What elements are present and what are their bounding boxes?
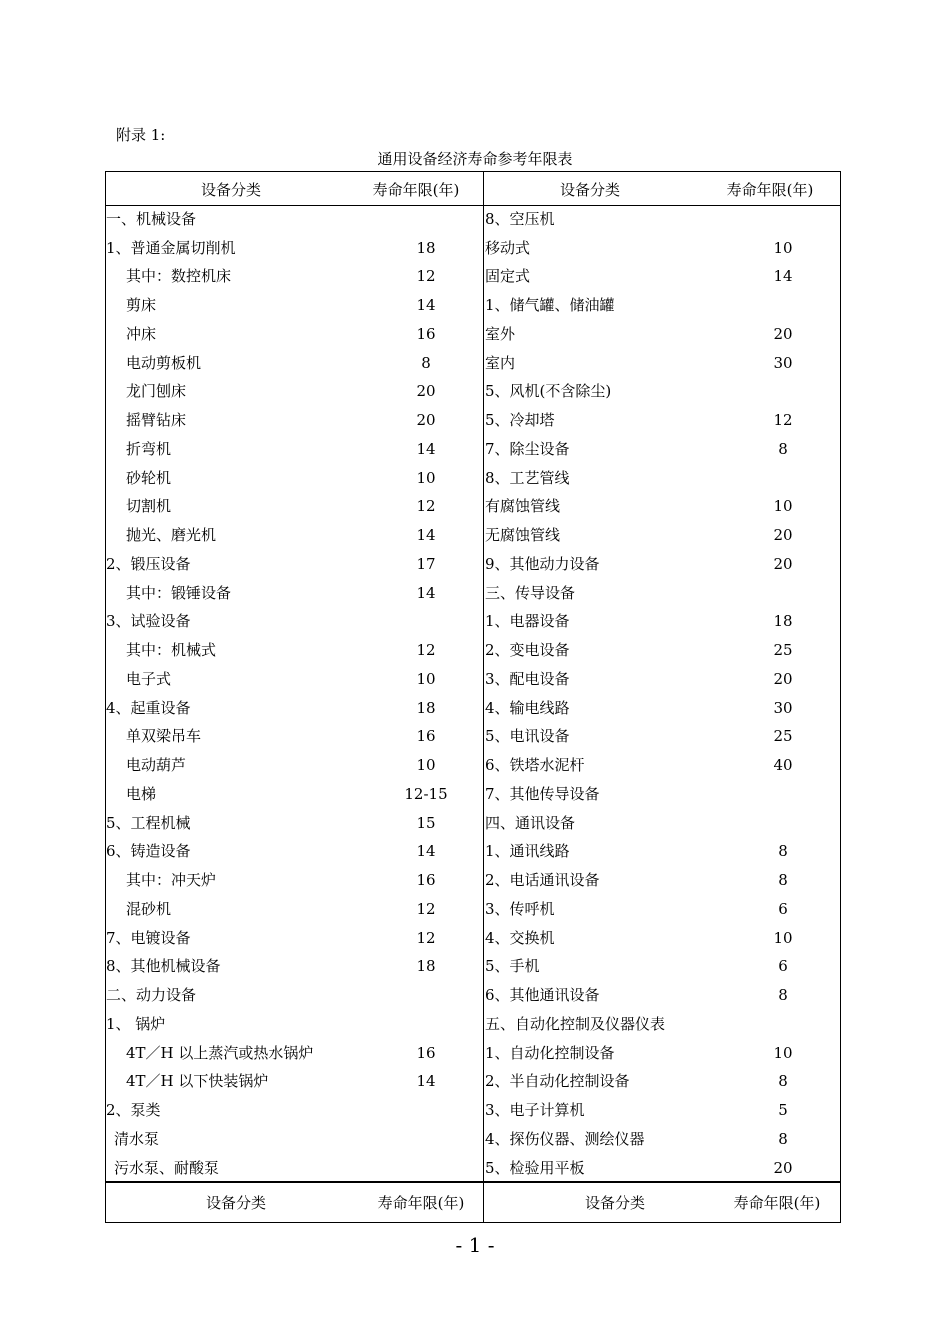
service-life-value: 6 [778, 899, 788, 918]
right-header-row [485, 176, 841, 205]
equipment-category: 一、机械设备 [106, 209, 197, 228]
table-row [485, 751, 841, 780]
table-row [485, 1096, 841, 1125]
service-life-value: 8 [421, 353, 431, 372]
service-life-value: 8 [778, 1072, 788, 1091]
service-life-value: 12 [416, 497, 436, 516]
table-row [485, 866, 841, 895]
equipment-category: 电梯 [126, 784, 157, 803]
service-life-value: 14 [416, 296, 436, 314]
right-footer-life: 寿命年限(年) [733, 1194, 821, 1212]
equipment-category: 5、检验用平板 [485, 1158, 585, 1177]
service-life-value: 30 [773, 353, 793, 372]
equipment-category: 3、传呼机 [485, 899, 555, 918]
equipment-category: 折弯机 [126, 439, 172, 458]
equipment-category: 其中：数控机床 [126, 267, 232, 286]
equipment-category: 2、半自动化控制设备 [485, 1072, 630, 1091]
service-life-value: 18 [416, 957, 436, 976]
equipment-category: 有腐蚀管线 [485, 497, 561, 516]
table-row [106, 952, 483, 981]
equipment-category: 二、动力设备 [106, 986, 197, 1004]
table-row [485, 981, 841, 1010]
equipment-category: 5、手机 [485, 957, 540, 976]
equipment-category: 五、自动化控制及仪器仪表 [485, 1014, 666, 1033]
table-row [485, 1010, 841, 1039]
table-row [485, 952, 841, 981]
left-header-row [106, 176, 483, 205]
service-life-value: 25 [773, 641, 793, 659]
equipment-category: 2、锻压设备 [106, 554, 191, 573]
table-row [106, 464, 483, 493]
service-life-value: 8 [778, 439, 788, 458]
left-footer-header [106, 1188, 483, 1218]
table-row [106, 866, 483, 895]
service-life-value: 14 [416, 842, 436, 861]
table-row [485, 320, 841, 349]
equipment-category: 5、电讯设备 [485, 727, 570, 746]
table-row [485, 406, 841, 435]
table-row [106, 751, 483, 780]
equipment-category: 电子式 [126, 669, 172, 688]
equipment-category: 冲床 [126, 324, 157, 343]
equipment-category: 剪床 [126, 296, 157, 314]
table-row [485, 464, 841, 493]
equipment-category: 4、探伤仪器、测绘仪器 [485, 1129, 645, 1148]
table-row [106, 636, 483, 665]
equipment-category: 单双梁吊车 [126, 727, 202, 746]
equipment-category: 4、交换机 [485, 928, 555, 947]
equipment-category: 6、铸造设备 [106, 842, 191, 861]
service-life-value: 10 [416, 756, 436, 774]
table-row [485, 579, 841, 608]
equipment-category: 2、变电设备 [485, 641, 570, 659]
table-row [485, 722, 841, 751]
table-row [106, 780, 483, 809]
service-life-value: 8 [778, 1129, 788, 1148]
equipment-category: 8、工艺管线 [485, 468, 570, 487]
service-life-value: 8 [778, 842, 788, 861]
table-row [106, 1125, 483, 1154]
equipment-category: 混砂机 [126, 899, 172, 918]
equipment-category: 1、自动化控制设备 [485, 1043, 615, 1062]
table-row [106, 895, 483, 924]
equipment-category: 1、普通金属切削机 [106, 238, 236, 257]
equipment-category: 5、冷却塔 [485, 411, 555, 429]
column-divider [483, 171, 484, 1223]
service-life-value: 25 [773, 727, 793, 746]
table-row [106, 722, 483, 751]
table-row [485, 665, 841, 694]
table-row [485, 607, 841, 636]
equipment-category: 3、配电设备 [485, 669, 570, 688]
equipment-category: 清水泵 [114, 1129, 160, 1148]
table-row [485, 435, 841, 464]
equipment-category: 5、工程机械 [106, 813, 191, 832]
table-row [485, 291, 841, 320]
service-life-value: 30 [773, 698, 793, 717]
equipment-category: 固定式 [485, 267, 531, 286]
table-row [106, 377, 483, 406]
table-row [106, 924, 483, 953]
service-life-value: 14 [416, 439, 436, 458]
service-life-value: 18 [773, 612, 793, 631]
equipment-category: 1、储气罐、储油罐 [485, 296, 615, 314]
service-life-value: 10 [773, 1043, 793, 1062]
table-row [106, 320, 483, 349]
right-footer-category: 设备分类 [584, 1194, 645, 1212]
equipment-category: 无腐蚀管线 [485, 526, 561, 544]
equipment-category: 8、空压机 [485, 209, 555, 228]
table-row [106, 665, 483, 694]
table-row [106, 981, 483, 1010]
service-life-value: 14 [416, 583, 436, 602]
table-row [485, 377, 841, 406]
table-row [106, 435, 483, 464]
right-table-body [485, 205, 841, 1183]
table-row [106, 1096, 483, 1125]
service-life-value: 14 [773, 267, 793, 286]
table-row [106, 1039, 483, 1068]
left-header-life: 寿命年限(年) [372, 181, 460, 199]
table-row [106, 809, 483, 838]
table-row [485, 636, 841, 665]
service-life-value: 20 [416, 382, 436, 401]
equipment-category: 移动式 [485, 238, 531, 257]
service-life-value: 12 [416, 641, 436, 659]
table-row [106, 837, 483, 866]
equipment-category: 1、 锅炉 [106, 1014, 166, 1033]
table-row [106, 291, 483, 320]
table-row [106, 234, 483, 263]
service-life-value: 10 [773, 497, 793, 516]
table-row [485, 262, 841, 291]
equipment-category: 2、电话通讯设备 [485, 871, 600, 889]
equipment-category: 污水泵、耐酸泵 [114, 1158, 220, 1177]
service-life-value: 6 [778, 957, 788, 976]
table-row [485, 1039, 841, 1068]
equipment-category: 三、传导设备 [485, 583, 576, 602]
service-life-value: 12 [416, 928, 436, 947]
service-life-value: 20 [773, 324, 793, 343]
service-life-value: 16 [416, 871, 436, 889]
table-row [106, 579, 483, 608]
service-life-value: 40 [773, 756, 793, 774]
equipment-category: 7、除尘设备 [485, 439, 570, 458]
table-row [106, 1067, 483, 1096]
table-row [485, 1154, 841, 1183]
table-row [485, 895, 841, 924]
right-header-category: 设备分类 [559, 181, 620, 199]
service-life-value: 10 [773, 928, 793, 947]
table-row [485, 234, 841, 263]
table-row [485, 837, 841, 866]
equipment-category: 1、通讯线路 [485, 842, 570, 861]
equipment-category: 其中：锻锤设备 [126, 583, 232, 602]
table-row [485, 205, 841, 234]
equipment-category: 3、电子计算机 [485, 1101, 585, 1119]
equipment-category: 1、电器设备 [485, 612, 570, 631]
equipment-category: 5、风机(不含除尘) [485, 382, 612, 401]
equipment-category: 其中：冲天炉 [126, 871, 217, 889]
left-column [106, 176, 483, 1182]
left-table-body [106, 205, 483, 1183]
equipment-category: 电动葫芦 [126, 756, 187, 774]
table-row [485, 780, 841, 809]
equipment-category: 室外 [485, 324, 516, 343]
equipment-category: 抛光、磨光机 [126, 526, 217, 544]
equipment-category: 8、其他机械设备 [106, 957, 221, 976]
service-life-value: 20 [773, 1158, 793, 1177]
table-row [106, 550, 483, 579]
equipment-category: 其中：机械式 [126, 641, 217, 659]
table-row [106, 1010, 483, 1039]
equipment-category: 摇臂钻床 [126, 411, 187, 429]
table-title: 通用设备经济寿命参考年限表 [377, 150, 573, 168]
service-life-value: 12 [416, 899, 436, 918]
service-life-value: 5 [778, 1101, 788, 1119]
table-row [106, 607, 483, 636]
service-life-value: 10 [416, 468, 436, 487]
table-row [485, 492, 841, 521]
service-life-value: 17 [416, 554, 436, 573]
equipment-category: 4T／H 以下快装锅炉 [126, 1072, 269, 1091]
table-row [485, 809, 841, 838]
equipment-category: 电动剪板机 [126, 353, 202, 372]
service-life-value: 16 [416, 1043, 436, 1062]
equipment-category: 龙门刨床 [126, 382, 187, 401]
service-life-value: 20 [416, 411, 436, 429]
equipment-category: 2、泵类 [106, 1101, 161, 1119]
equipment-category: 7、其他传导设备 [485, 784, 600, 803]
equipment-category: 3、试验设备 [106, 612, 191, 631]
table-row [106, 694, 483, 723]
table-row [485, 521, 841, 550]
service-life-value: 20 [773, 669, 793, 688]
table-row [106, 406, 483, 435]
table-row [485, 550, 841, 579]
table-row [485, 349, 841, 378]
table-row [106, 521, 483, 550]
right-header-life: 寿命年限(年) [726, 181, 814, 199]
service-life-value: 18 [416, 698, 436, 717]
equipment-category: 6、其他通讯设备 [485, 986, 600, 1004]
table-row [106, 205, 483, 234]
service-life-value: 12-15 [404, 784, 448, 803]
service-life-value: 10 [773, 238, 793, 257]
table-row [106, 1154, 483, 1183]
service-life-value: 16 [416, 324, 436, 343]
page-number: - 1 - [455, 1233, 495, 1257]
service-life-value: 20 [773, 554, 793, 573]
table-row [485, 1067, 841, 1096]
table-row [106, 349, 483, 378]
service-life-value: 15 [416, 813, 436, 832]
left-header-category: 设备分类 [200, 181, 261, 199]
service-life-value: 10 [416, 669, 436, 688]
service-life-value: 14 [416, 526, 436, 544]
service-life-value: 12 [773, 411, 793, 429]
equipment-category: 砂轮机 [126, 468, 172, 487]
left-footer-category: 设备分类 [205, 1194, 266, 1212]
equipment-category: 7、电镀设备 [106, 928, 191, 947]
service-life-value: 20 [773, 526, 793, 544]
equipment-category: 9、其他动力设备 [485, 554, 600, 573]
equipment-category: 4T／H 以上蒸汽或热水锅炉 [126, 1043, 314, 1062]
service-life-value: 12 [416, 267, 436, 286]
table-row [485, 694, 841, 723]
equipment-category: 室内 [485, 353, 516, 372]
equipment-category: 4、输电线路 [485, 698, 570, 717]
right-column [485, 176, 841, 1182]
service-life-value: 8 [778, 986, 788, 1004]
service-life-value: 8 [778, 871, 788, 889]
table-row [485, 1125, 841, 1154]
right-footer-header [485, 1188, 841, 1218]
equipment-category: 6、铁塔水泥杆 [485, 756, 585, 774]
equipment-category: 4、起重设备 [106, 698, 191, 717]
service-life-value: 18 [416, 238, 436, 257]
table-row [106, 492, 483, 521]
service-life-value: 16 [416, 727, 436, 746]
table-row [106, 262, 483, 291]
service-life-value: 14 [416, 1072, 436, 1091]
table-row [485, 924, 841, 953]
left-footer-life: 寿命年限(年) [377, 1194, 465, 1212]
equipment-category: 切割机 [126, 497, 172, 516]
appendix-label: 附录 1: [116, 126, 166, 144]
equipment-category: 四、通讯设备 [485, 813, 576, 832]
